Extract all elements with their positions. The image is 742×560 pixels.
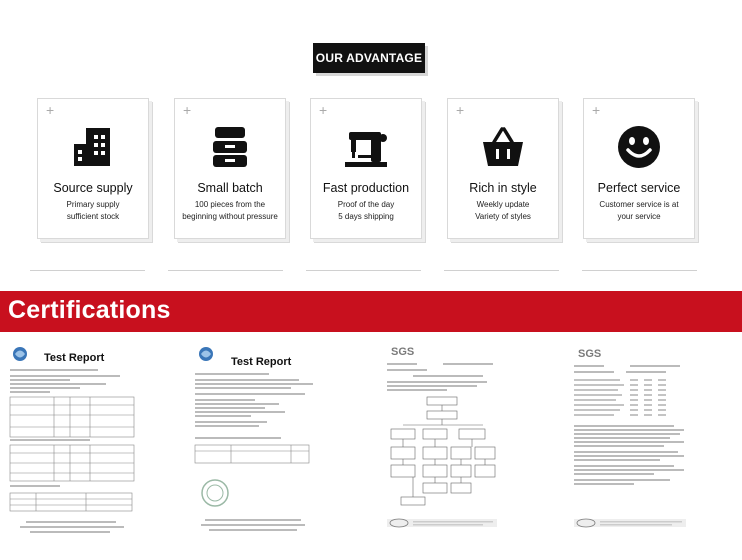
test-report-page bbox=[191, 341, 318, 540]
card-title: Perfect service bbox=[597, 181, 681, 195]
plus-icon: + bbox=[183, 102, 192, 118]
sgs-logo: SGS bbox=[391, 346, 415, 358]
advantage-card-perfect-service bbox=[583, 98, 695, 239]
advantage-card-source-supply bbox=[37, 98, 149, 239]
sgs-logo: SGS bbox=[578, 348, 602, 360]
certificate-document-3 bbox=[383, 341, 501, 540]
sewing-machine-icon bbox=[339, 124, 393, 170]
our-advantage-heading: OUR ADVANTAGE bbox=[313, 43, 425, 73]
boxes-icon bbox=[207, 124, 253, 170]
card-line-1: Weekly update bbox=[476, 200, 530, 209]
smiley-icon bbox=[616, 124, 662, 170]
building-icon bbox=[70, 124, 116, 170]
card-line-2: Variety of styles bbox=[475, 212, 531, 221]
divider bbox=[582, 270, 697, 271]
report-title: Test Report bbox=[231, 356, 292, 368]
card-line-2: sufficient stock bbox=[66, 212, 120, 221]
card-line-1: Primary supply bbox=[66, 200, 120, 209]
divider bbox=[168, 270, 283, 271]
advantage-card-small-batch bbox=[174, 98, 286, 239]
certificate-document-2 bbox=[191, 341, 318, 540]
card-line-2: 5 days shipping bbox=[338, 212, 394, 221]
card-title: Small batch bbox=[197, 181, 263, 195]
certificate-document-4 bbox=[570, 341, 690, 540]
card-line-2: beginning without pressure bbox=[182, 212, 278, 221]
certifications-banner bbox=[0, 291, 742, 332]
test-report-page bbox=[6, 341, 141, 540]
advantage-card-rich-in-style bbox=[447, 98, 559, 239]
basket-icon bbox=[480, 124, 526, 170]
sgs-report-page bbox=[383, 341, 501, 540]
sgs-report-page bbox=[570, 341, 690, 540]
advantage-card-fast-production bbox=[310, 98, 422, 239]
card-title: Source supply bbox=[53, 181, 133, 195]
divider bbox=[444, 270, 559, 271]
plus-icon: + bbox=[319, 102, 328, 118]
plus-icon: + bbox=[456, 102, 465, 118]
card-title: Rich in style bbox=[469, 181, 537, 195]
card-line-2: your service bbox=[617, 212, 661, 221]
divider bbox=[30, 270, 145, 271]
divider bbox=[306, 270, 421, 271]
certificate-document-1 bbox=[6, 341, 141, 540]
report-title: Test Report bbox=[44, 352, 105, 364]
card-line-1: Customer service is at bbox=[599, 200, 679, 209]
plus-icon: + bbox=[592, 102, 601, 118]
card-title: Fast production bbox=[322, 181, 410, 195]
certifications-heading: Certifications bbox=[8, 296, 171, 324]
card-line-1: Proof of the day bbox=[337, 200, 395, 209]
plus-icon: + bbox=[46, 102, 55, 118]
card-line-1: 100 pieces from the bbox=[194, 200, 266, 209]
